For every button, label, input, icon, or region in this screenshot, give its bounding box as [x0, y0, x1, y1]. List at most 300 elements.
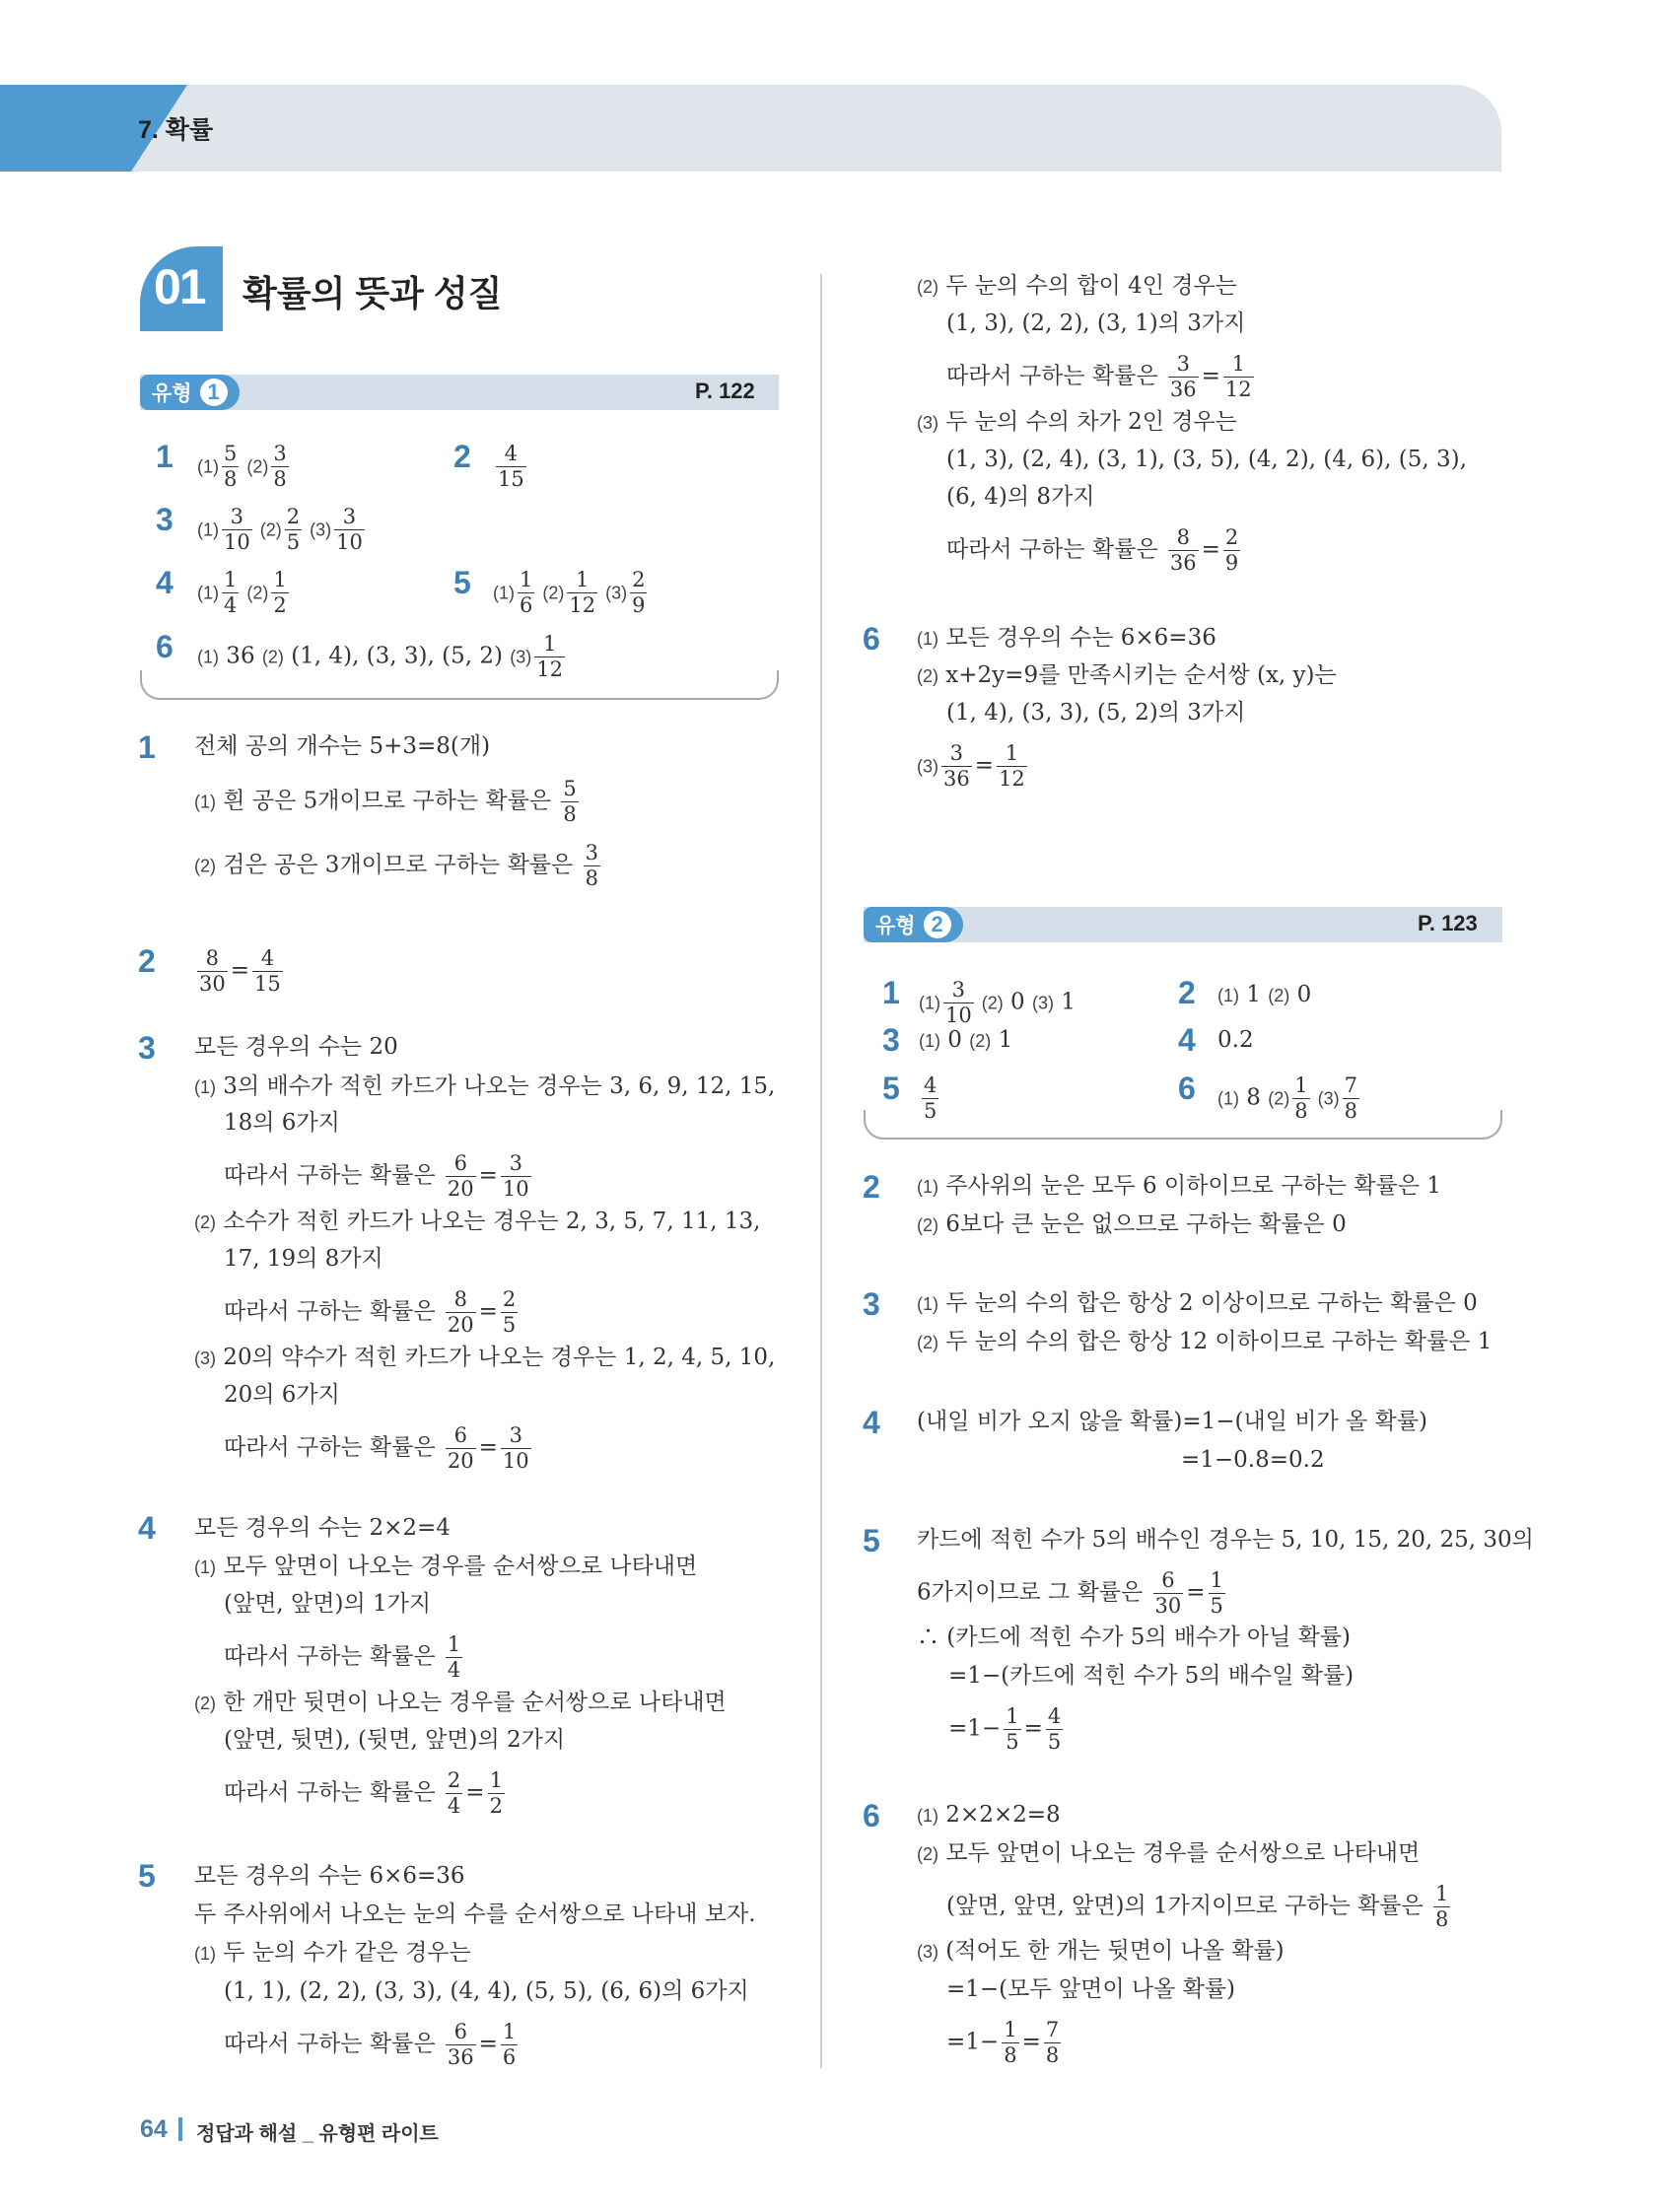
- numerator: 1: [489, 1768, 503, 1792]
- sub-label: (3): [194, 1348, 216, 1368]
- fraction: [943, 980, 974, 1026]
- text-run: =: [230, 957, 250, 984]
- text-run: 6보다 큰 눈은 없으므로 구하는 확률은 0: [938, 1211, 1347, 1237]
- sub-label: (1): [919, 993, 940, 1013]
- solution-line: [919, 1025, 1012, 1056]
- fraction: [561, 779, 578, 825]
- solution-line: [194, 731, 490, 761]
- numerator: 3: [941, 743, 972, 767]
- fraction: [1002, 2020, 1018, 2066]
- fraction: [496, 444, 526, 490]
- section-number: 01: [154, 259, 205, 314]
- denominator: 2: [273, 593, 287, 617]
- text-run: 0: [1289, 982, 1312, 1007]
- solution-line: [224, 1425, 534, 1472]
- fraction: [518, 570, 534, 616]
- text-run: 소수가 적힌 카드가 나오는 경우는 2, 3, 5, 7, 11, 13,: [216, 1209, 761, 1234]
- solution-line: [197, 444, 292, 490]
- fraction: [446, 1425, 476, 1472]
- text-run: 두 눈의 수의 합이 4인 경우는: [938, 273, 1237, 299]
- text-run: 따라서 구하는 확률은: [224, 1162, 443, 1189]
- denominator: 8: [563, 802, 577, 826]
- sub-label: (3): [600, 583, 628, 603]
- fraction: [222, 507, 252, 553]
- text-run: (내일 비가 오지 않을 확률)=1−(내일 비가 올 확률): [917, 1409, 1427, 1434]
- sub-label: (1): [917, 1177, 938, 1197]
- fraction: [1153, 1570, 1184, 1617]
- fraction: [1209, 1570, 1225, 1617]
- text-run: 전체 공의 개수는 5+3=8(개): [194, 733, 491, 759]
- text-run: 검은 공은 3개이므로 구하는 확률은: [216, 852, 581, 878]
- solution-line: [197, 634, 568, 680]
- fraction: [1168, 527, 1199, 574]
- numerator: 3: [943, 980, 974, 1003]
- numerator: 2: [1224, 525, 1239, 549]
- denominator: 6: [502, 2045, 517, 2069]
- text-run: 2×2×2=8: [938, 1802, 1061, 1828]
- problem-number: 5: [453, 565, 471, 600]
- fraction: [252, 948, 283, 995]
- solution-line: [224, 1108, 340, 1138]
- denominator: 8: [1045, 2043, 1060, 2067]
- text-run: 주사위의 눈은 모두 6 이하이므로 구하는 확률은 1: [938, 1173, 1441, 1199]
- solution-line: [917, 1525, 1534, 1555]
- text-run: =: [478, 1162, 498, 1189]
- type2-answer-bracket: [864, 1110, 1502, 1140]
- text-run: =1−: [946, 2029, 1000, 2055]
- numerator: 7: [1045, 2018, 1060, 2041]
- text-run: 모두 앞면이 나오는 경우를 순서쌍으로 나타내면: [938, 1840, 1421, 1866]
- numerator: 1: [1210, 1568, 1223, 1592]
- denominator: 12: [536, 657, 563, 681]
- numerator: 1: [1294, 1073, 1308, 1097]
- text-run: =: [478, 1434, 498, 1461]
- column-divider: [820, 274, 822, 2068]
- denominator: 30: [1154, 1594, 1182, 1618]
- sub-label: (2): [194, 856, 216, 876]
- text-run: (앞면, 앞면)의 1가지: [224, 1591, 432, 1617]
- numerator: 2: [286, 505, 301, 528]
- fraction: [446, 1770, 462, 1817]
- text-run: x+2y=9를 만족시키는 순서쌍 (x, y)는: [938, 662, 1337, 688]
- text-run: =1−0.8=0.2: [1181, 1447, 1325, 1473]
- fraction: [1004, 1706, 1020, 1753]
- fraction: [584, 843, 600, 889]
- denominator: 10: [945, 1003, 972, 1027]
- problem-number: 5: [138, 1858, 156, 1894]
- solution-line: [224, 1589, 431, 1619]
- fraction: [997, 743, 1027, 790]
- sub-label: (2): [537, 583, 565, 603]
- sub-label: (2): [194, 1694, 216, 1713]
- sub-label: (1): [197, 583, 219, 603]
- text-run: 0: [1003, 989, 1032, 1015]
- numerator: 6: [446, 2022, 476, 2045]
- denominator: 10: [502, 1177, 529, 1201]
- denominator: 8: [1344, 1099, 1358, 1123]
- solution-line: [917, 271, 1237, 302]
- numerator: 1: [273, 568, 287, 591]
- solution-line: [917, 407, 1237, 438]
- fraction: [222, 570, 239, 616]
- problem-number: 6: [863, 1798, 880, 1833]
- text-run: (6, 4)의 8가지: [946, 484, 1095, 510]
- numerator: 1: [1006, 1704, 1019, 1728]
- text-run: =1−(카드에 적힌 수가 5의 배수일 확률): [948, 1663, 1355, 1689]
- text-run: 모두 앞면이 나오는 경우를 순서쌍으로 나타내면: [216, 1554, 698, 1579]
- sub-label: (2): [194, 1212, 216, 1232]
- fraction: [446, 1153, 476, 1200]
- fraction: [222, 444, 239, 490]
- solution-line: [197, 507, 368, 553]
- denominator: 9: [632, 593, 646, 617]
- solution-line: [917, 1838, 1420, 1869]
- solution-line: [1217, 1075, 1362, 1122]
- fraction: [271, 570, 288, 616]
- solution-line: [194, 1688, 727, 1718]
- section-title: 확률의 뜻과 성질: [243, 273, 503, 313]
- text-run: 두 눈의 수의 합은 항상 2 이상이므로 구하는 확률은 0: [938, 1290, 1478, 1316]
- sub-label: (2): [242, 583, 269, 603]
- solution-line: [946, 354, 1257, 400]
- fraction: [501, 1153, 531, 1200]
- denominator: 36: [1169, 551, 1197, 575]
- solution-line: [194, 1861, 465, 1891]
- text-run: 20의 약수가 적힌 카드가 나오는 경우는 1, 2, 4, 5, 10,: [216, 1345, 776, 1370]
- text-run: =: [1021, 2029, 1041, 2055]
- text-run: =: [1201, 536, 1220, 563]
- sub-label: (2): [976, 993, 1004, 1013]
- denominator: 12: [999, 767, 1025, 791]
- solution-line: [197, 570, 292, 616]
- numerator: 1: [1223, 354, 1254, 378]
- problem-number: 6: [863, 621, 880, 657]
- denominator: 15: [254, 972, 281, 996]
- text-run: =: [478, 2031, 498, 2057]
- text-run: 따라서 구하는 확률은: [224, 1643, 443, 1670]
- text-run: =: [1023, 1715, 1043, 1742]
- text-run: 1: [1239, 982, 1269, 1007]
- problem-number: 1: [156, 439, 174, 474]
- solution-line: [946, 1884, 1453, 1930]
- sub-label: (2): [917, 277, 938, 297]
- text-run: =: [974, 752, 995, 779]
- solution-line: [194, 1938, 471, 1969]
- denominator: 20: [447, 1449, 474, 1473]
- fraction: [446, 1634, 462, 1681]
- fraction: [446, 1289, 476, 1336]
- numerator: 1: [534, 634, 565, 657]
- fraction: [1433, 1884, 1450, 1930]
- sub-label: (1): [197, 456, 219, 477]
- fraction: [941, 743, 972, 790]
- sub-label: (2): [261, 647, 284, 667]
- numerator: 1: [520, 568, 533, 591]
- fraction: [271, 444, 288, 490]
- numerator: 1: [447, 1632, 461, 1656]
- solution-line: [194, 1900, 756, 1929]
- denominator: 5: [1210, 1594, 1223, 1618]
- text-run: 따라서 구하는 확률은: [224, 1298, 443, 1325]
- fraction: [488, 1770, 505, 1817]
- type2-pill: [864, 907, 963, 942]
- sub-label: (2): [917, 1333, 938, 1352]
- text-run: 모든 경우의 수는 2×2=4: [194, 1515, 451, 1541]
- problem-number: 4: [1178, 1022, 1196, 1058]
- sub-label: (1): [917, 1806, 938, 1826]
- sub-label: (2): [1268, 986, 1290, 1005]
- text-run: (앞면, 뒷면), (뒷면, 앞면)의 2가지: [224, 1727, 566, 1753]
- text-run: 두 눈의 수의 차가 2인 경우는: [938, 409, 1237, 435]
- numerator: 2: [632, 568, 646, 591]
- solution-line: [919, 1075, 941, 1122]
- solution-line: [917, 1327, 1492, 1357]
- sub-label: (1): [197, 647, 219, 667]
- denominator: 8: [585, 866, 598, 890]
- denominator: 4: [447, 1658, 461, 1682]
- numerator: 6: [446, 1153, 476, 1177]
- solution-line: [493, 570, 650, 616]
- text-run: 두 눈의 수가 같은 경우는: [216, 1940, 471, 1966]
- solution-line: [493, 444, 529, 490]
- footer-divider: [178, 2117, 182, 2141]
- denominator: 15: [498, 467, 524, 491]
- denominator: 20: [447, 1177, 474, 1201]
- text-run: 1: [1054, 989, 1076, 1015]
- fraction: [1292, 1075, 1309, 1122]
- numerator: 1: [567, 570, 597, 593]
- solution-line: [224, 1289, 521, 1336]
- denominator: 20: [447, 1313, 474, 1337]
- numerator: 6: [446, 1425, 476, 1449]
- numerator: 2: [502, 1287, 517, 1311]
- solution-line: [917, 1800, 1061, 1831]
- text-run: =1−: [948, 1715, 1002, 1742]
- problem-number: 3: [863, 1286, 880, 1322]
- type1-label: 유형: [152, 382, 192, 405]
- solution-line: [194, 1207, 760, 1237]
- numerator: 8: [197, 948, 228, 972]
- sub-label: (3): [510, 647, 532, 667]
- denominator: 5: [1047, 1730, 1062, 1754]
- sub-label: (3): [1032, 993, 1054, 1013]
- numerator: 4: [252, 948, 283, 972]
- text-run: 모든 경우의 수는 6×6=36: [194, 1863, 465, 1889]
- numerator: 4: [924, 1073, 938, 1097]
- sub-label: (3): [305, 519, 332, 540]
- sub-label: (3): [917, 756, 938, 777]
- denominator: 8: [224, 467, 238, 491]
- solution-line: [946, 309, 1245, 338]
- numerator: 4: [496, 444, 526, 467]
- solution-line: [948, 1661, 1354, 1691]
- denominator: 4: [224, 593, 238, 617]
- text-run: 따라서 구하는 확률은: [224, 1434, 443, 1461]
- sub-label: (3): [1312, 1088, 1340, 1109]
- solution-line: [194, 779, 582, 825]
- type2-page-ref: P. 123: [1418, 911, 1478, 935]
- numerator: 1: [1435, 1882, 1449, 1905]
- denominator: 10: [336, 530, 363, 554]
- sub-label: (1): [1217, 1088, 1239, 1109]
- numerator: 8: [1168, 527, 1199, 551]
- solution-line: [917, 1171, 1441, 1202]
- text-run: 따라서 구하는 확률은: [224, 2031, 443, 2057]
- sub-label: (1): [194, 792, 216, 812]
- fraction: [197, 948, 228, 995]
- text-run: 6가지이므로 그 확률은: [917, 1579, 1150, 1606]
- text-run: 17, 19의 8가지: [224, 1246, 383, 1272]
- denominator: 5: [924, 1099, 938, 1123]
- text-run: 두 주사위에서 나오는 눈의 수를 순서쌍으로 나타내 보자.: [194, 1901, 756, 1927]
- solution-line: [917, 623, 1216, 654]
- text-run: =1−(모두 앞면이 나올 확률): [946, 1976, 1236, 2002]
- sub-label: (2): [254, 519, 282, 540]
- problem-number: 2: [138, 943, 156, 979]
- text-run: 두 눈의 수의 합은 항상 12 이하이므로 구하는 확률은 1: [938, 1329, 1493, 1354]
- fraction: [501, 1289, 518, 1336]
- numerator: 4: [1047, 1704, 1062, 1728]
- problem-number: 3: [156, 502, 174, 537]
- sub-label: (3): [917, 1942, 938, 1962]
- solution-line: [194, 1552, 697, 1582]
- sub-label: (1): [1217, 986, 1239, 1005]
- denominator: 8: [1435, 1907, 1449, 1931]
- text-run: 18의 6가지: [224, 1110, 340, 1136]
- fraction: [1343, 1075, 1359, 1122]
- text-run: 모든 경우의 수는 6×6=36: [938, 625, 1216, 651]
- numerator: 5: [563, 777, 577, 800]
- solution-line: [917, 1407, 1427, 1436]
- numerator: 5: [224, 442, 238, 465]
- solution-line: [917, 1288, 1478, 1319]
- denominator: 36: [943, 767, 970, 791]
- text-run: (1, 3), (2, 2), (3, 1)의 3가지: [946, 311, 1246, 336]
- denominator: 5: [1006, 1730, 1019, 1754]
- text-run: ∴ (카드에 적힌 수가 5의 배수가 아닐 확률): [917, 1624, 1352, 1650]
- text-run: 20의 6가지: [224, 1382, 340, 1408]
- text-run: =: [465, 1779, 485, 1806]
- fraction: [567, 570, 597, 616]
- sub-label: (1): [917, 1294, 938, 1314]
- denominator: 36: [447, 2045, 474, 2069]
- problem-number: 3: [138, 1030, 156, 1066]
- fraction: [1044, 2020, 1061, 2066]
- numerator: 1: [502, 2020, 517, 2043]
- text-run: (1, 1), (2, 2), (3, 3), (4, 4), (5, 5), (6, 6)의 6가지: [224, 1978, 749, 2004]
- denominator: 8: [1294, 1099, 1308, 1123]
- solution-line: [1217, 1025, 1254, 1055]
- numerator: 3: [1168, 354, 1199, 378]
- solution-line: [224, 2022, 521, 2068]
- denominator: 4: [447, 1794, 461, 1818]
- denominator: 10: [502, 1449, 529, 1473]
- chapter-header-bar: [0, 85, 1501, 172]
- numerator: 2: [447, 1768, 461, 1792]
- solution-line: [1217, 980, 1311, 1010]
- solution-line: [946, 482, 1094, 512]
- text-run: (앞면, 앞면, 앞면)의 1가지이므로 구하는 확률은: [946, 1893, 1430, 1919]
- type2-number: 2: [924, 911, 951, 938]
- text-run: 따라서 구하는 확률은: [946, 536, 1165, 563]
- type1-pill: [140, 375, 240, 410]
- solution-line: [224, 1244, 383, 1274]
- text-run: 3의 배수가 적힌 카드가 나오는 경우는 3, 6, 9, 12, 15,: [216, 1073, 776, 1099]
- problem-number: 4: [863, 1405, 880, 1440]
- fraction: [1046, 1706, 1063, 1753]
- problem-number: 4: [138, 1510, 156, 1546]
- fraction: [922, 1075, 938, 1122]
- numerator: 3: [334, 507, 365, 530]
- sub-label: (2): [1268, 1088, 1290, 1109]
- numerator: 1: [224, 568, 238, 591]
- text-run: 흰 공은 5개이므로 구하는 확률은: [216, 788, 559, 814]
- fraction: [446, 2022, 476, 2068]
- numerator: 1: [1004, 2018, 1017, 2041]
- problem-number: 3: [882, 1022, 900, 1058]
- solution-line: [917, 1570, 1228, 1617]
- fraction: [501, 1425, 531, 1472]
- text-run: (1, 4), (3, 3), (5, 2)의 3가지: [946, 700, 1246, 726]
- numerator: 3: [222, 507, 252, 530]
- text-run: 1: [991, 1027, 1013, 1053]
- fraction: [534, 634, 565, 680]
- solution-line: [224, 1725, 565, 1755]
- problem-number: 6: [156, 629, 174, 664]
- numerator: 8: [446, 1289, 476, 1313]
- solution-line: [946, 1974, 1235, 2004]
- sub-label: (1): [194, 1077, 216, 1097]
- denominator: 10: [224, 530, 250, 554]
- type1-number: 1: [200, 379, 228, 406]
- denominator: 30: [199, 972, 226, 996]
- text-run: 모든 경우의 수는 20: [194, 1034, 398, 1060]
- denominator: 6: [520, 593, 533, 617]
- text-run: 한 개만 뒷면이 나오는 경우를 순서쌍으로 나타내면: [216, 1690, 727, 1715]
- numerator: 7: [1344, 1073, 1358, 1097]
- sub-label: (2): [917, 666, 938, 686]
- text-run: 카드에 적힌 수가 5의 배수인 경우는 5, 10, 15, 20, 25, 30의: [917, 1527, 1534, 1553]
- solution-line: [917, 660, 1337, 691]
- denominator: 5: [502, 1313, 517, 1337]
- solution-line: [917, 1210, 1347, 1240]
- numerator: 3: [501, 1425, 531, 1449]
- solution-line: [946, 527, 1243, 574]
- fraction: [1168, 354, 1199, 400]
- solution-line: [194, 843, 603, 889]
- problem-number: 5: [882, 1071, 900, 1106]
- sub-label: (1): [194, 1944, 216, 1964]
- solution-line: [194, 948, 286, 995]
- denominator: 8: [273, 467, 287, 491]
- sub-label: (1): [919, 1031, 940, 1051]
- sub-label: (2): [917, 1844, 938, 1864]
- numerator: 3: [585, 841, 598, 864]
- text-run: =: [478, 1298, 498, 1325]
- text-run: 0.2: [1217, 1027, 1254, 1053]
- problem-number: 1: [882, 975, 900, 1010]
- numerator: 3: [273, 442, 287, 465]
- solution-line: [224, 1770, 508, 1817]
- solution-line: [946, 445, 1467, 474]
- denominator: 2: [489, 1794, 503, 1818]
- solution-line: [1181, 1445, 1325, 1475]
- fraction: [334, 507, 365, 553]
- sub-label: (2): [917, 1215, 938, 1235]
- solution-line: [224, 1634, 465, 1681]
- solution-line: [948, 1706, 1066, 1753]
- denominator: 12: [569, 593, 596, 617]
